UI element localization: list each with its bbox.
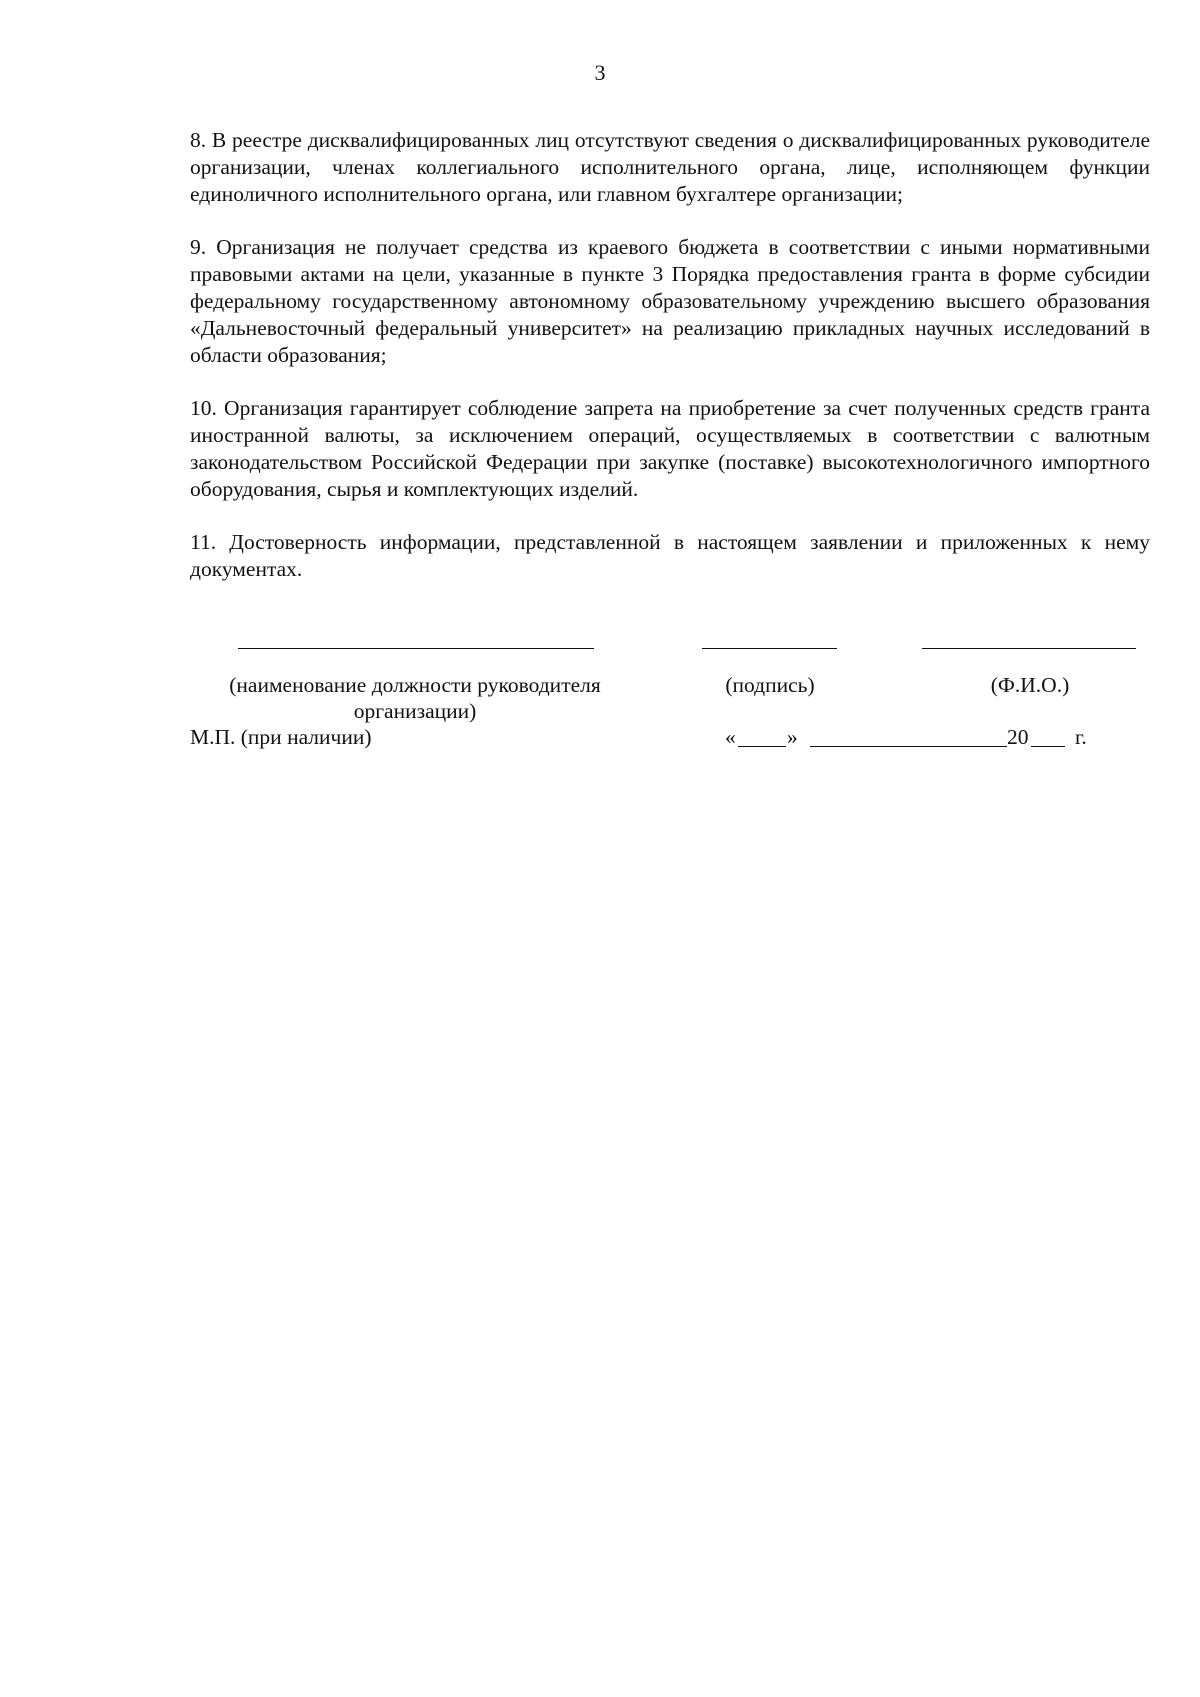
seal-note: М.П. (при наличии) <box>190 725 372 749</box>
position-line <box>238 648 594 649</box>
position-caption-line2: организации) <box>353 699 477 723</box>
month-blank <box>810 746 1007 747</box>
signature-line <box>702 648 837 649</box>
date-row <box>725 724 1150 754</box>
date-year-suffix: г. <box>1075 725 1087 749</box>
day-blank <box>738 746 786 747</box>
signature-caption: (подпись) <box>725 673 815 697</box>
date-close-quote: » <box>787 725 798 749</box>
document-body <box>190 127 1150 609</box>
paragraph-9: 9. Организация не получает средства из краевого бюджета в соответствии с иными нормативными правовыми актами на цели, указанные в пункте 3 Порядка предоставления гранта в форме субсидии федеральному государственному автономному образовательному учреждению высшего образования «Дальневосточный федеральный университет» на реализацию прикладных научных исследований в области образования; <box>190 235 1150 367</box>
position-caption <box>190 672 640 724</box>
date-open-quote: « <box>725 725 736 749</box>
position-caption-line1: (наименование должности руководителя <box>229 673 601 697</box>
paragraph-10: 10. Организация гарантирует соблюдение запрета на приобретение за счет полученных средств гранта иностранной валюты, за исключением операций, осуществляемых в соответствии с валютным законодательством Российской Федерации при закупке (поставке) высокотехнологичного импортного оборудования, сырья и комплектующих изделий. <box>190 396 1150 501</box>
signature-block <box>190 648 1150 768</box>
date-year-prefix: 20 <box>1007 725 1029 749</box>
page-number: 3 <box>594 60 606 85</box>
name-caption: (Ф.И.О.) <box>990 673 1070 697</box>
paragraph-8: 8. В реестре дисквалифицированных лиц отсутствуют сведения о дисквалифицированных руководителе организации, членах коллегиального исполнительного органа, лице, исполняющем функции единоличного исполнительного органа, или главном бухгалтере организации; <box>190 128 1150 206</box>
year-blank <box>1031 746 1065 747</box>
paragraph-11: 11. Достоверность информации, представленной в настоящем заявлении и приложенных к нему документах. <box>190 530 1150 581</box>
name-line <box>922 648 1136 649</box>
